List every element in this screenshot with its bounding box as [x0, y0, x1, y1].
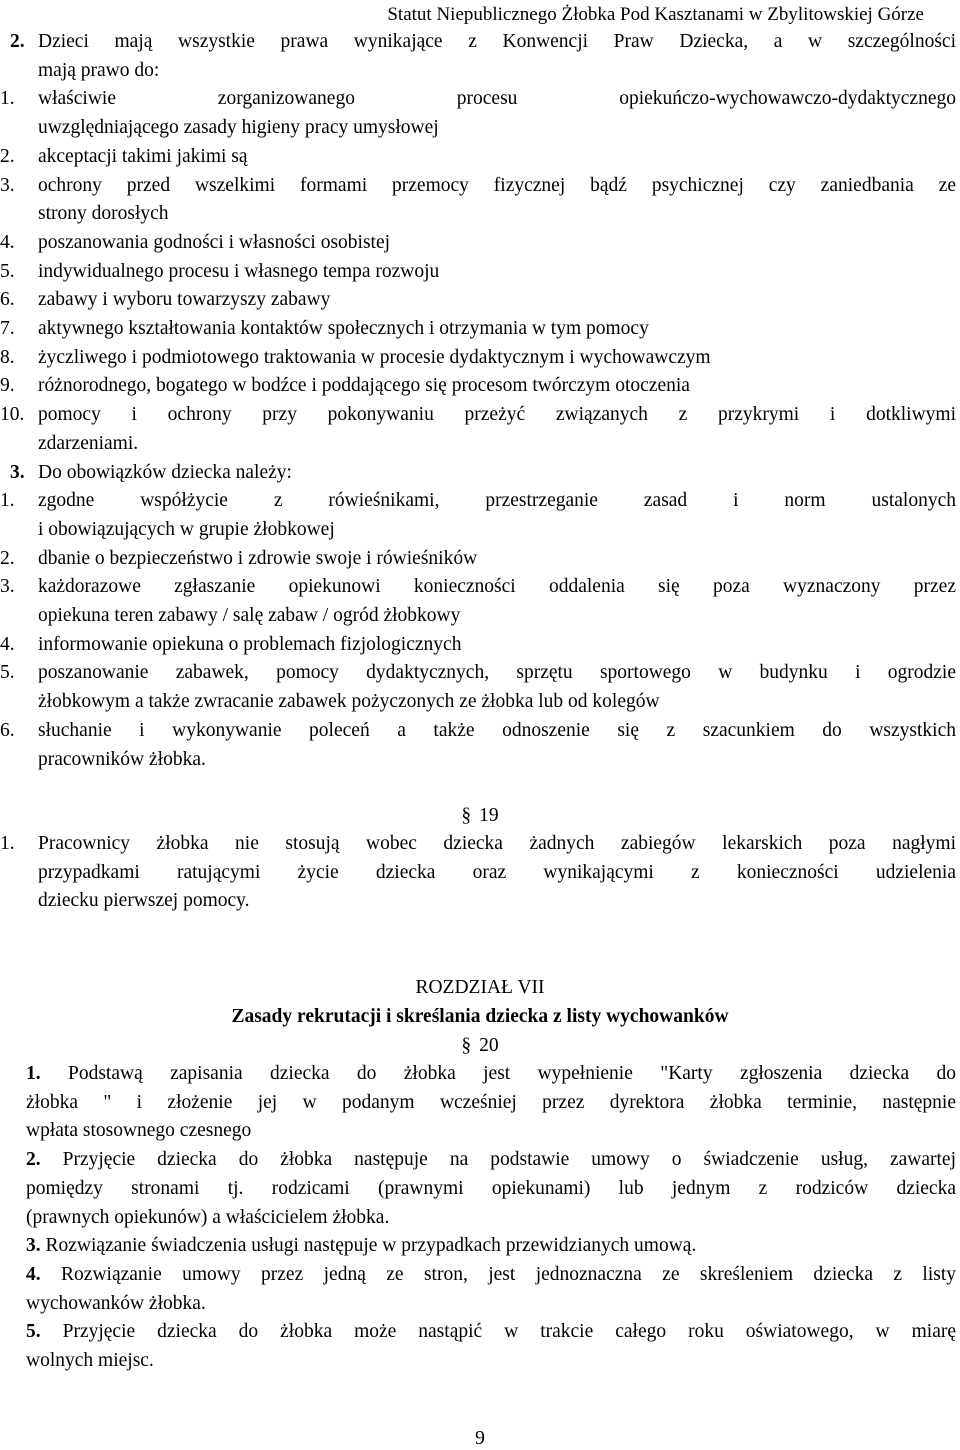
paragraph-text: wolnych miejsc. [26, 1350, 154, 1372]
list-item-text: zabawy i wyboru towarzyszy zabawy [38, 289, 331, 311]
rights-section [0, 28, 956, 774]
list-item-text: strony dorosłych [38, 203, 169, 225]
list-item-text: zdarzeniami. [38, 432, 139, 454]
list-item-text: poszanowania godności i własności osobistej [38, 231, 391, 253]
rights-number: 2. [10, 31, 25, 52]
list-item-text: dziecku pierwszej pomocy. [38, 890, 250, 912]
list-item [0, 545, 956, 574]
paragraph-item-number: 3. [26, 1235, 41, 1257]
list-item-text: indywidualnego procesu i własnego tempa rozwoju [38, 260, 440, 282]
paragraph-item-number: 4. [26, 1263, 41, 1285]
paragraph-19-heading [0, 802, 960, 830]
paragraph-item-number: 5. [26, 1321, 41, 1343]
list-item-number: 7. [0, 318, 15, 340]
paragraph-number: 20 [479, 1035, 499, 1056]
list-item [0, 344, 956, 373]
list-item [0, 315, 956, 344]
page-number: 9 [475, 1427, 485, 1449]
numbered-paragraph [26, 1232, 956, 1261]
paragraph-20-body [26, 1060, 956, 1376]
list-item-text: pracowników żłobka. [38, 748, 206, 770]
list-item-text: ochrony przed wszelkimi formami przemocy fizycznej bądź psychicznej czy zaniedbania ze [38, 174, 956, 196]
list-item-number: 6. [0, 719, 15, 741]
list-item [0, 659, 956, 716]
paragraph-text: Rozwiązanie świadczenia usługi następuje w przypadkach przewidzianych umową. [45, 1235, 697, 1257]
duties-intro: Do obowiązków dziecka należy: [38, 461, 292, 483]
list-item [0, 631, 956, 660]
list-item [0, 143, 956, 172]
list-item-text: pomocy i ochrony przy pokonywaniu przeżyć związanych z przykrymi i dotkliwymi [38, 404, 956, 426]
list-item [0, 286, 956, 315]
paragraph-text: (prawnych opiekunów) a właścicielem żłobka. [26, 1206, 390, 1228]
list-item [0, 830, 956, 916]
paragraph-text: Przyjęcie dziecka do żłobka może nastąpić w trakcie całego roku oświatowego, w miarę [62, 1321, 956, 1343]
list-item-number: 2. [0, 145, 15, 167]
paragraph-20-heading [0, 1032, 960, 1060]
list-item [0, 487, 956, 544]
list-item-number: 1. [0, 833, 15, 854]
list-item-text: właściwie zorganizowanego procesu opiekuńczo-wychowawczo-dydaktycznego [38, 88, 956, 110]
list-item-number: 1. [0, 88, 15, 110]
paragraph-19-body [0, 830, 956, 916]
list-item-number: 3. [0, 576, 15, 598]
numbered-paragraph [26, 1318, 956, 1375]
numbered-paragraph [26, 1060, 956, 1146]
paragraph-text: Przyjęcie dziecka do żłobka następuje na podstawie umowy o świadczenie usług, zawartej [62, 1149, 956, 1171]
paragraph-text: wychowanków żłobka. [26, 1292, 206, 1314]
duties-heading [10, 459, 956, 488]
numbered-paragraph [26, 1146, 956, 1232]
list-item-text: i obowiązujących w grupie żłobkowej [38, 518, 335, 540]
running-header: Statut Niepublicznego Żłobka Pod Kasztanami w Zbylitowskiej Górze [387, 4, 924, 25]
paragraph-text: żłobka " i złożenie jej w podanym wcześniej przez dyrektora żłobka terminie, następnie [26, 1091, 956, 1113]
paragraph-text: Rozwiązanie umowy przez jedną ze stron, jest jednoznaczna ze skreśleniem dziecka z listy [61, 1263, 957, 1285]
list-item-text: przypadkami ratującymi życie dziecka oraz wynikającymi z konieczności udzielenia [38, 861, 956, 883]
list-item-text: żłobkowym a także zwracanie zabawek pożyczonych ze żłobka lub od kolegów [38, 691, 660, 713]
chapter-subtitle: Zasady rekrutacji i skreślania dziecka z listy wychowanków [231, 1006, 729, 1027]
paragraph-text: wpłata stosownego czesnego [26, 1120, 252, 1142]
list-item-text: aktywnego kształtowania kontaktów społecznych i otrzymania w tym pomocy [38, 318, 649, 340]
section-sign-icon: § [461, 805, 472, 826]
list-item-number: 2. [0, 547, 15, 569]
list-item-text: zgodne współżycie z rówieśnikami, przestrzeganie zasad i norm ustalonych [38, 490, 956, 512]
rights-heading [10, 28, 956, 85]
list-item-number: 5. [0, 662, 15, 684]
list-item [0, 85, 956, 142]
list-item-text: poszanowanie zabawek, pomocy dydaktycznych, sprzętu sportowego w budynku i ogrodzie [38, 662, 956, 684]
list-item-number: 1. [0, 490, 15, 512]
section-sign-icon: § [461, 1035, 472, 1056]
list-item-number: 10. [0, 404, 25, 426]
list-item-number: 4. [0, 231, 15, 253]
list-item-number: 6. [0, 289, 15, 311]
paragraph-item-number: 1. [26, 1063, 41, 1084]
paragraph-number: 19 [479, 805, 499, 826]
paragraph-text: pomiędzy stronami tj. rodzicami (prawnymi opiekunami) lub jednym z rodziców dziecka [26, 1177, 956, 1199]
list-item-text: opiekuna teren zabawy / salę zabaw / ogród żłobkowy [38, 605, 461, 627]
list-item-number: 9. [0, 375, 15, 397]
list-item [0, 717, 956, 774]
list-item-text: życzliwego i podmiotowego traktowania w procesie dydaktycznym i wychowawczym [38, 346, 711, 368]
list-item-number: 4. [0, 633, 15, 655]
list-item-number: 3. [0, 174, 15, 196]
list-item [0, 573, 956, 630]
chapter-title: ROZDZIAŁ VII [415, 977, 545, 998]
duties-number: 3. [10, 461, 25, 483]
list-item-text: informowanie opiekuna o problemach fizjologicznych [38, 633, 462, 655]
rights-intro-line: Dzieci mają wszystkie prawa wynikające z Konwencji Praw Dziecka, a w szczególności [38, 31, 956, 52]
list-item-text: akceptacji takimi jakimi są [38, 145, 248, 167]
paragraph-text: Podstawą zapisania dziecka do żłobka jest wypełnienie "Karty zgłoszenia dziecka do [68, 1063, 957, 1084]
list-item [0, 229, 956, 258]
list-item [0, 401, 956, 458]
rights-intro-line: mają prawo do: [38, 59, 160, 81]
paragraph-item-number: 2. [26, 1149, 41, 1171]
list-item-text: różnorodnego, bogatego w bodźce i poddającego się procesom twórczym otoczenia [38, 375, 690, 397]
list-item-number: 8. [0, 346, 15, 368]
list-item [0, 372, 956, 401]
list-item-number: 5. [0, 260, 15, 282]
list-item-text: każdorazowe zgłaszanie opiekunowi konieczności oddalenia się poza wyznaczony przez [38, 576, 956, 598]
list-item-text: uwzględniającego zasady higieny pracy umysłowej [38, 117, 439, 139]
list-item [0, 172, 956, 229]
list-item-text: słuchanie i wykonywanie poleceń a także odnoszenie się z szacunkiem do wszystkich [38, 719, 956, 741]
list-item [0, 258, 956, 287]
numbered-paragraph [26, 1261, 956, 1318]
list-item-text: Pracownicy żłobka nie stosują wobec dziecka żadnych zabiegów lekarskich poza nagłymi [38, 833, 956, 854]
list-item-text: dbanie o bezpieczeństwo i zdrowie swoje i rówieśników [38, 547, 478, 569]
